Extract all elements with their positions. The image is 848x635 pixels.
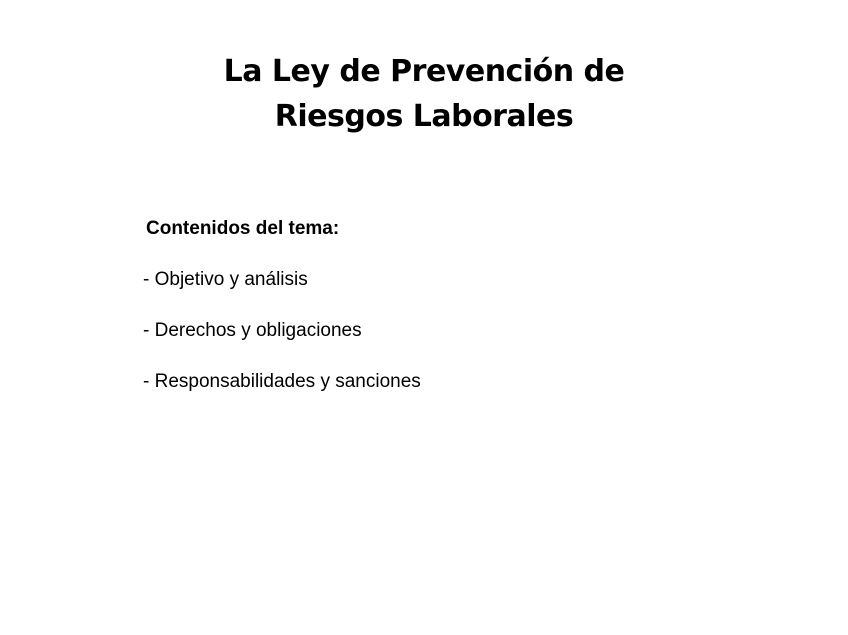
contents-list xyxy=(143,266,743,396)
slide-title xyxy=(0,49,848,139)
list-item: - Derechos y obligaciones xyxy=(143,320,362,341)
slide-title-line-2: Riesgos Laborales xyxy=(274,99,574,134)
slide-title-line-1: La Ley de Prevención de xyxy=(223,54,625,89)
contents-section xyxy=(143,215,743,419)
list-item: - Objetivo y análisis xyxy=(143,269,308,290)
contents-heading: Contenidos del tema: xyxy=(146,218,340,239)
list-item: - Responsabilidades y sanciones xyxy=(143,371,421,392)
